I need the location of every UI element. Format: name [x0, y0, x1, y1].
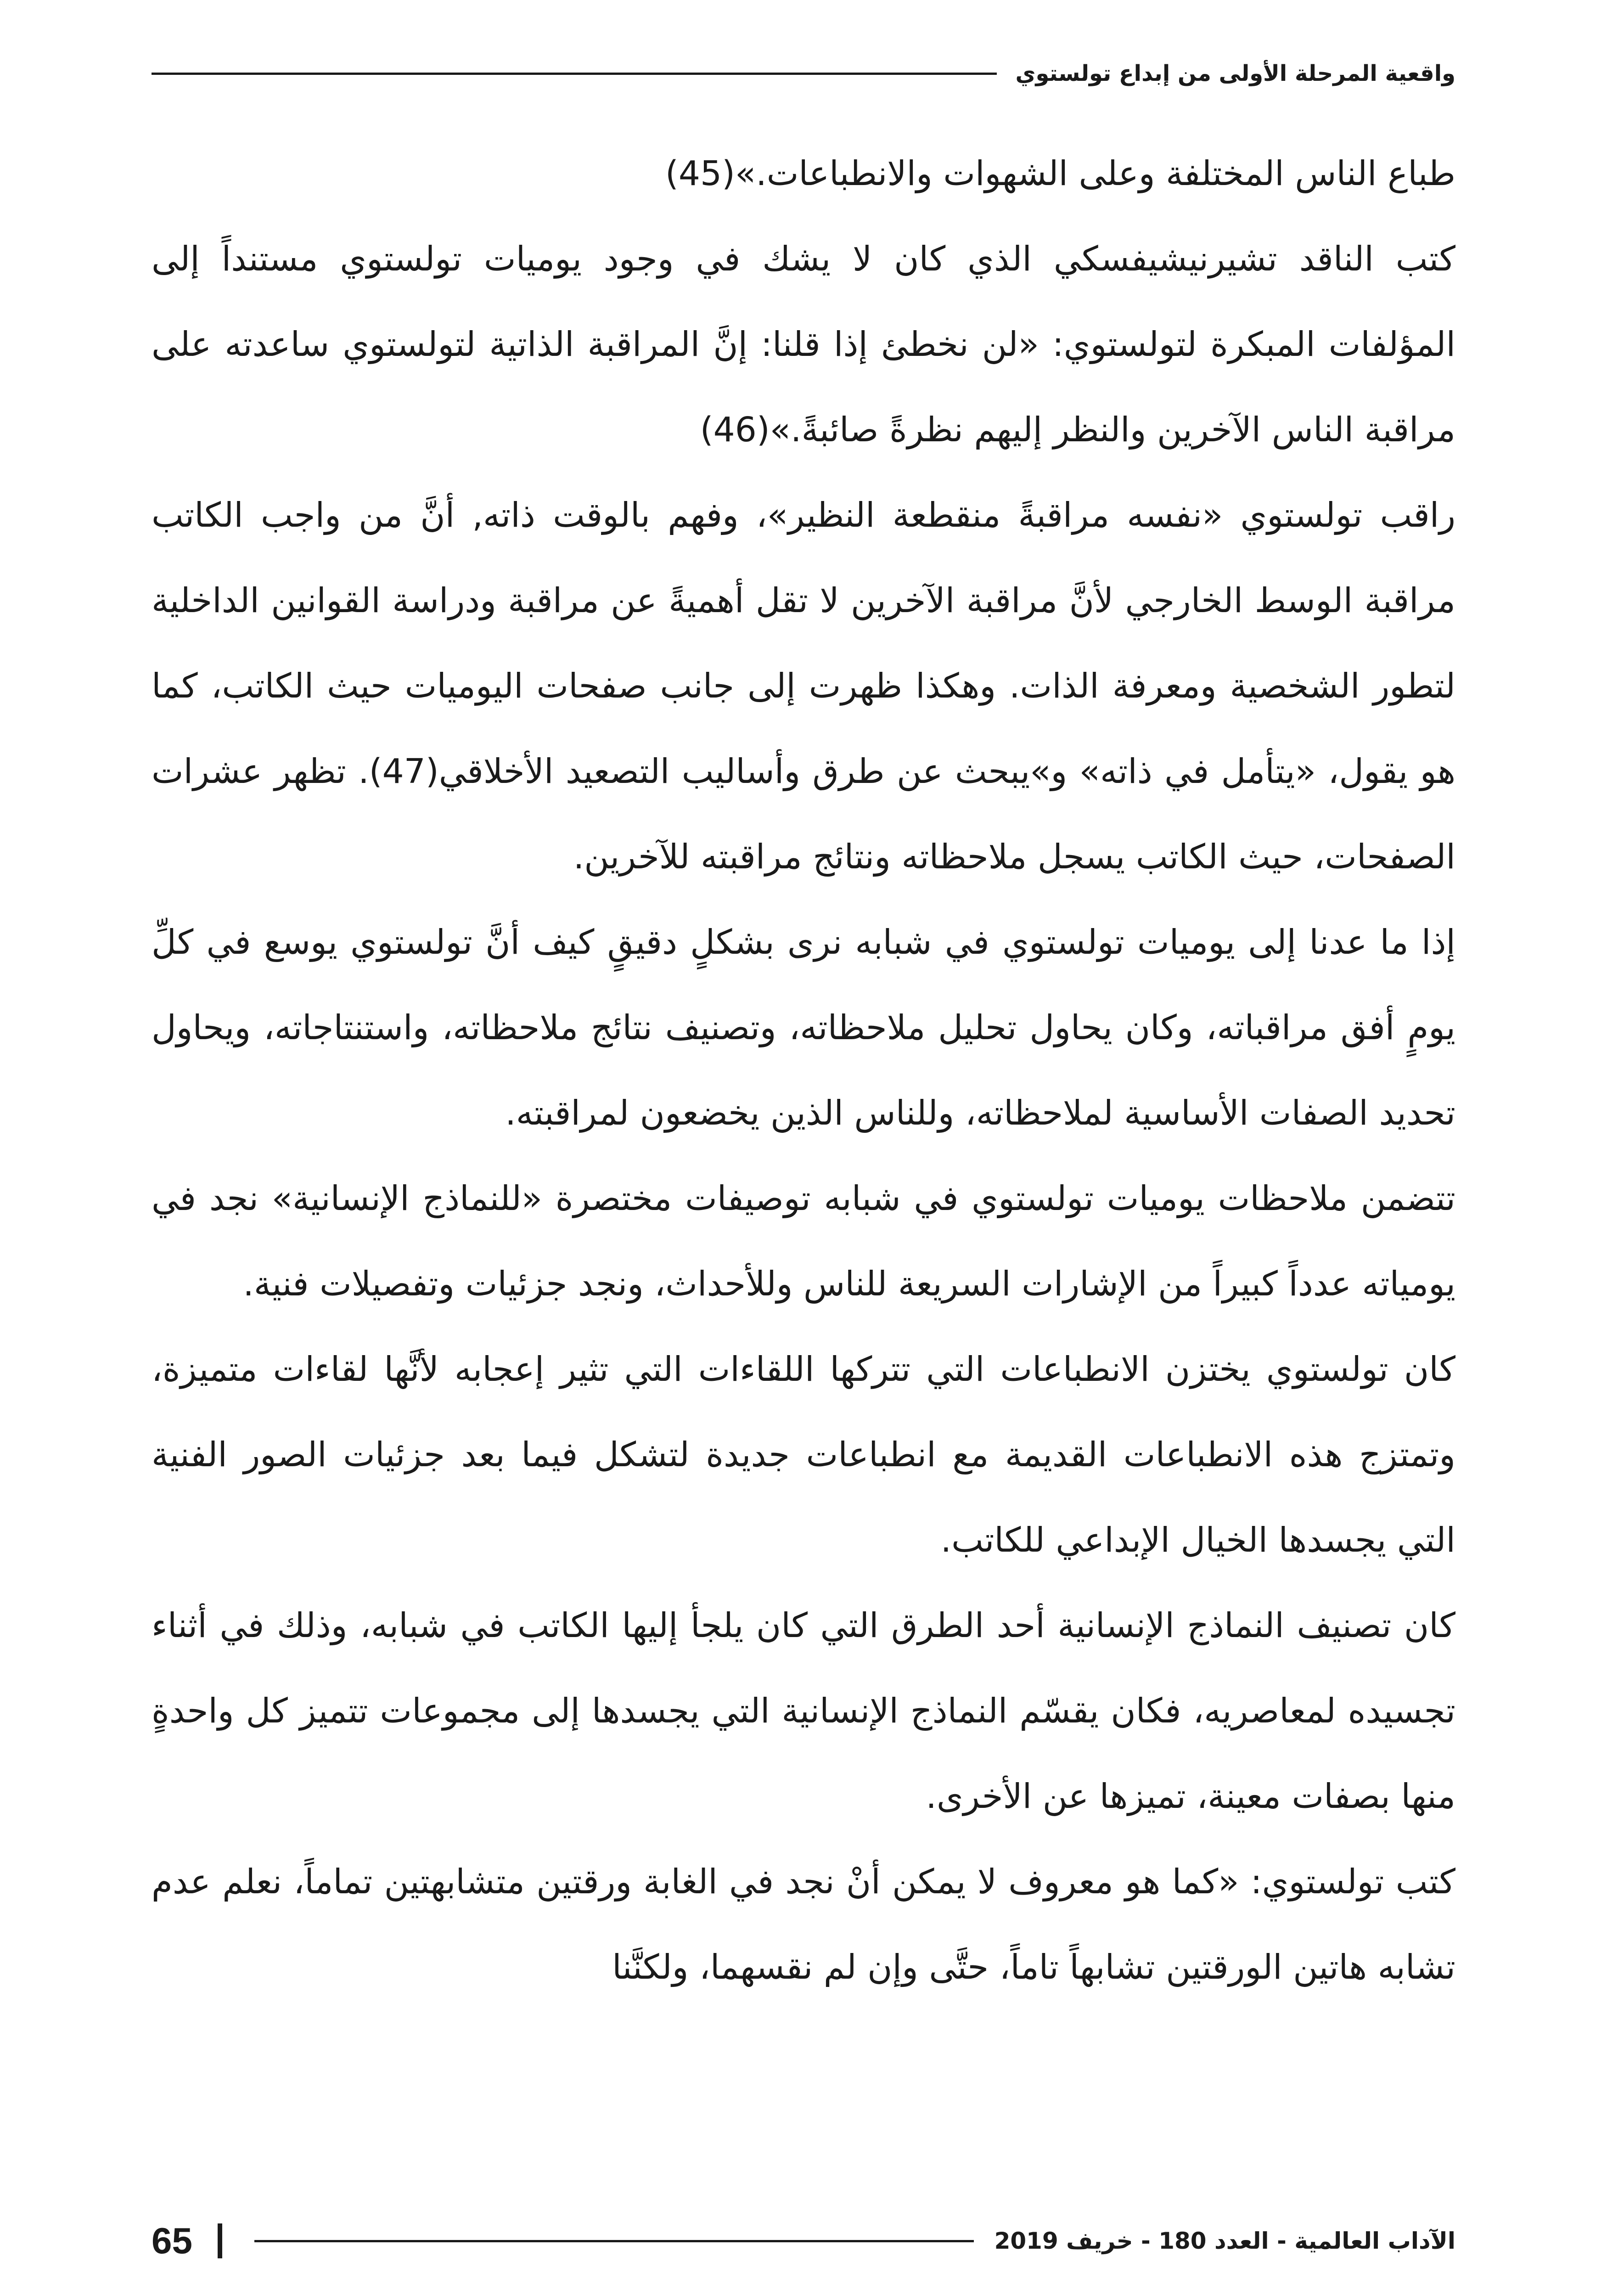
paragraph: إذا ما عدنا إلى يوميات تولستوي في شبابه نرى بشكلٍ دقيقٍ كيف أنَّ تولستوي يوسع في كلِّ يومٍ أفق مراقباته، وكان يحاول تحليل ملاحظاته، وتصنيف نتائج ملاحظاته، واستنتاجاته، ويحاول تحديد الصفات الأساسية لملاحظاته، وللناس الذين يخضعون لمراقبته. — [152, 923, 1455, 1133]
page-footer — [152, 2218, 1455, 2264]
footer-separator-bar — [218, 2223, 222, 2258]
journal-issue: الآداب العالمية - العدد 180 - خريف 2019 — [994, 2228, 1455, 2254]
running-header — [152, 55, 1455, 92]
paragraph: تتضمن ملاحظات يوميات تولستوي في شبابه توصيفات مختصرة «للنماذج الإنسانية» نجد في يومياته عدداً كبيراً من الإشارات السريعة للناس وللأحداث، ونجد جزئيات وتفصيلات فنية. — [152, 1179, 1455, 1304]
paragraph: كتب تولستوي: «كما هو معروف لا يمكن أنْ نجد في الغابة ورقتين متشابهتين تماماً، نعلم عدم تشابه هاتين الورقتين تشابهاً تاماً، حتَّى وإن لم نقسهما، ولكنَّنا — [152, 1862, 1455, 1987]
paragraph: راقب تولستوي «نفسه مراقبةً منقطعة النظير»، وفهم بالوقت ذاته, أنَّ من واجب الكاتب مراقبة الوسط الخارجي لأنَّ مراقبة الآخرين لا تقل أهميةً عن مراقبة ودراسة القوانين الداخلية لتطور الشخصية ومعرفة الذات. وهكذا ظهرت إلى جانب صفحات اليوميات حيث الكاتب، كما هو يقول، «يتأمل في ذاته» و»يبحث عن طرق وأساليب التصعيد الأخلاقي(47). تظهر عشرات الصفحات، حيث الكاتب يسجل ملاحظاته ونتائج مراقبته للآخرين. — [152, 495, 1455, 877]
footer-rule — [254, 2240, 974, 2242]
article-body — [152, 131, 1455, 2010]
page-number: 65 — [152, 2220, 192, 2261]
running-title: واقعية المرحلة الأولى من إبداع تولستوي — [1015, 61, 1455, 86]
paragraph: كان تصنيف النماذج الإنسانية أحد الطرق التي كان يلجأ إليها الكاتب في شبابه، وذلك في أثناء تجسيده لمعاصريه، فكان يقسّم النماذج الإنسانية التي يجسدها إلى مجموعات تتميز كل واحدةٍ منها بصفات معينة، تميزها عن الأخرى. — [152, 1606, 1455, 1816]
paragraph: طباع الناس المختلفة وعلى الشهوات والانطباعات.»(45) — [665, 154, 1455, 193]
paragraph: كان تولستوي يختزن الانطباعات التي تتركها اللقاءات التي تثير إعجابه لأنَّها لقاءات متميزة، وتمتزج هذه الانطباعات القديمة مع انطباعات جديدة لتشكل فيما بعد جزئيات الصور الفنية التي يجسدها الخيال الإبداعي للكاتب. — [152, 1350, 1455, 1560]
paragraph: كتب الناقد تشيرنيشيفسكي الذي كان لا يشك في وجود يوميات تولستوي مستنداً إلى المؤلفات المبكرة لتولستوي: «لن نخطئ إذا قلنا: إنَّ المراقبة الذاتية لتولستوي ساعدته على مراقبة الناس الآخرين والنظر إليهم نظرةً صائبةً.»(46) — [152, 239, 1455, 450]
header-rule — [152, 73, 997, 75]
